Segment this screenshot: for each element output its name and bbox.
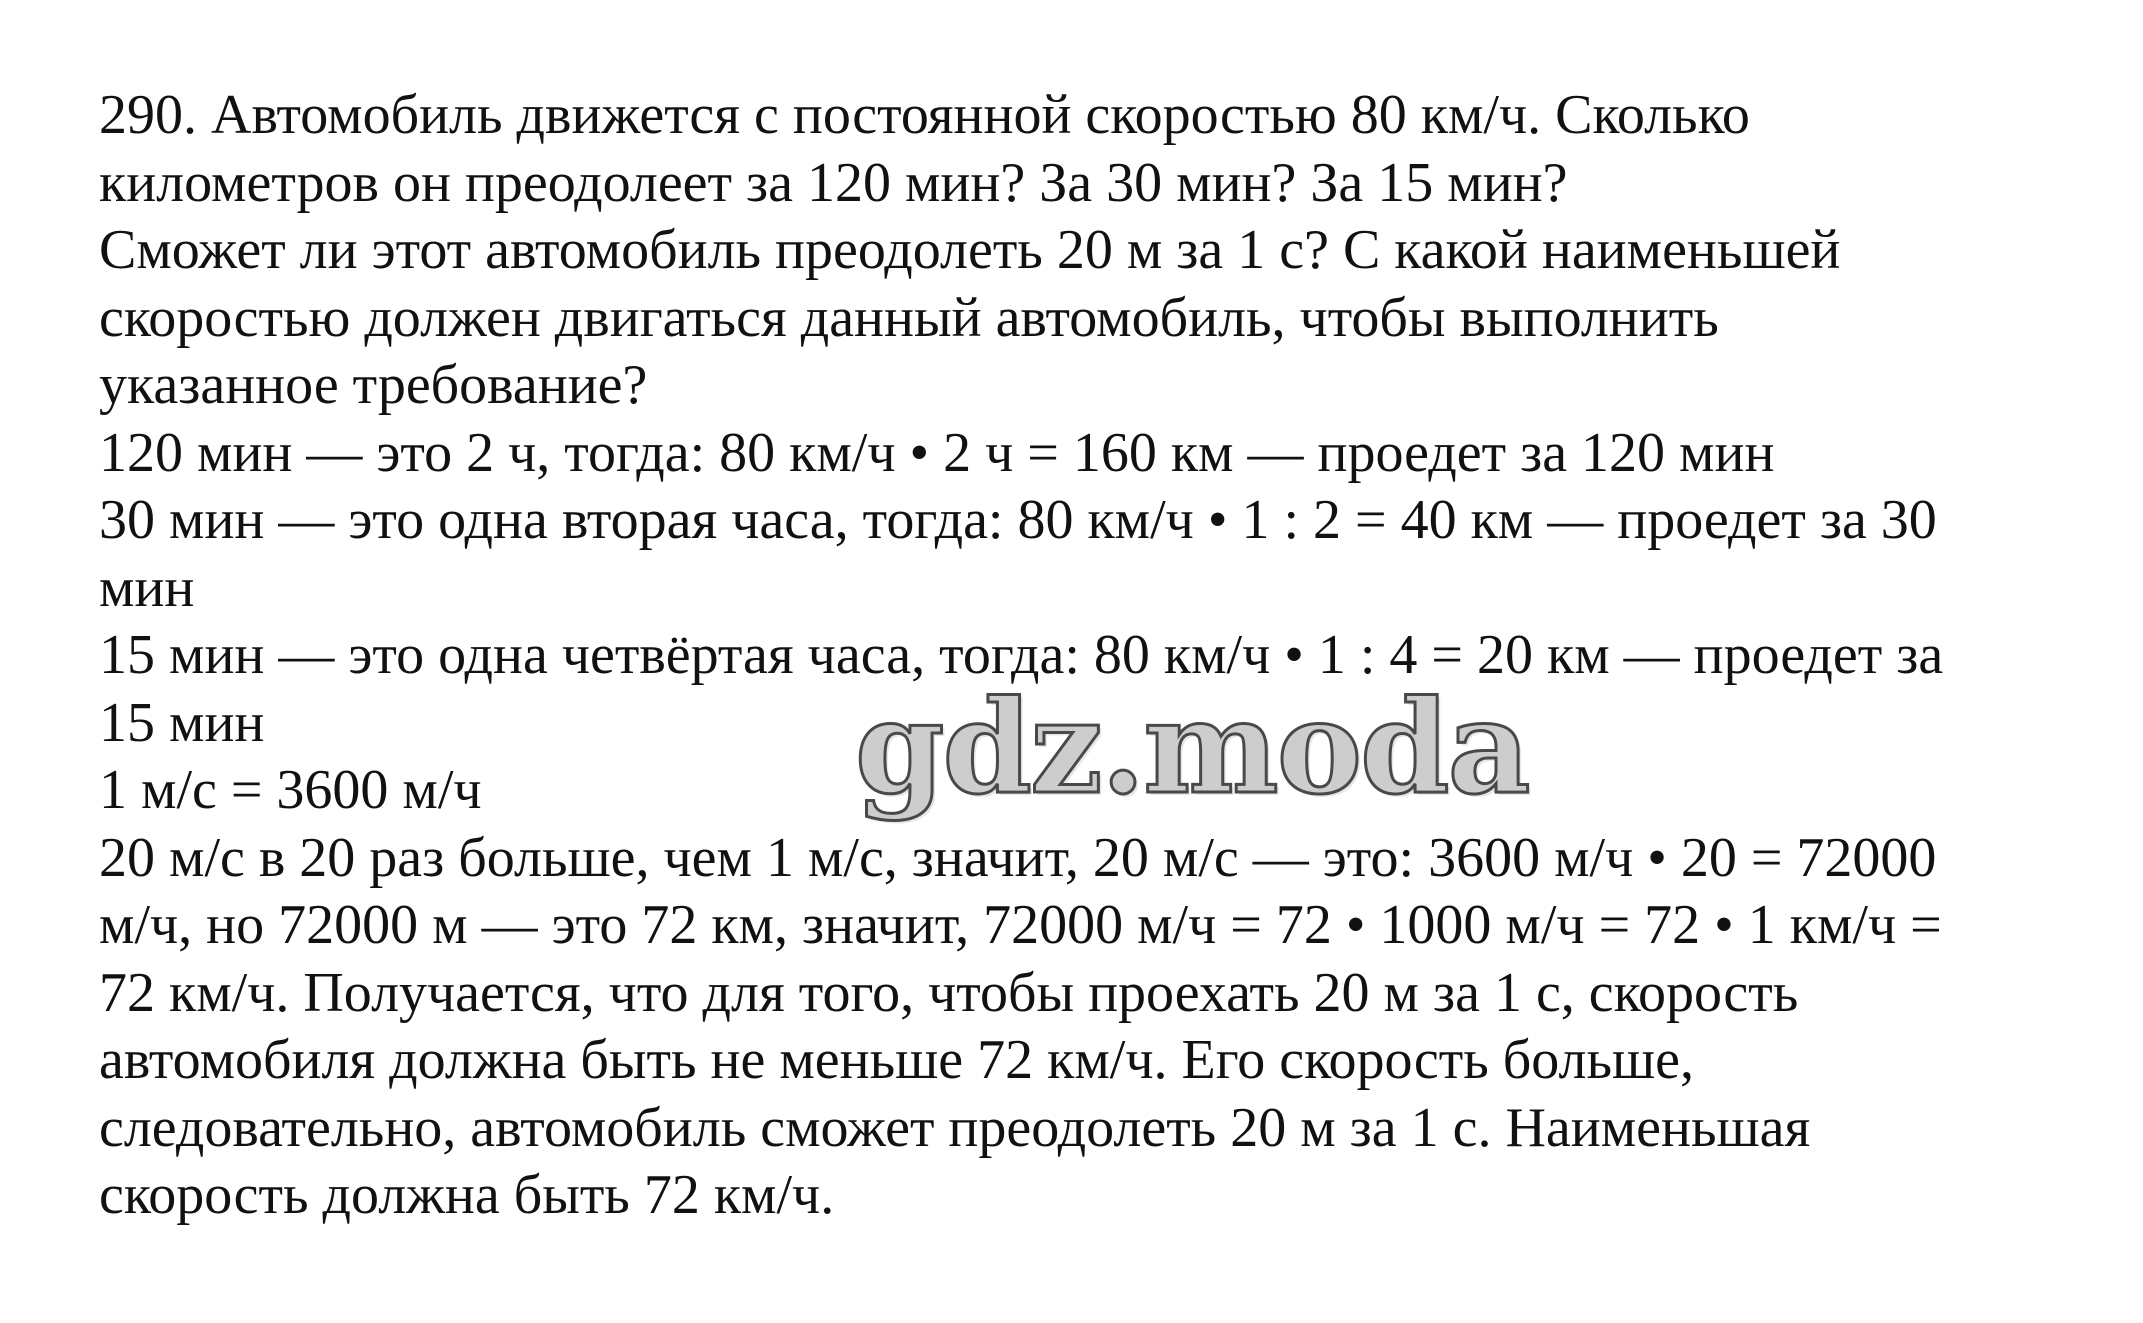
solution-text — [99, 82, 2099, 1230]
problem-line-2: километров он преодолеет за 120 мин? За 30 мин? За 15 мин? — [99, 151, 1568, 214]
problem-line-3: Сможет ли этот автомобиль преодолеть 20 м за 1 с? С какой наименьшей — [99, 219, 1841, 281]
solution-line-2: 30 мин — это одна вторая часа, тогда: 80 км/ч • 1 : 2 = 40 км — проедет за 30 — [99, 489, 1937, 551]
solution-line-5: 15 мин — [99, 691, 265, 754]
solution-line-6: 1 м/с = 3600 м/ч — [99, 759, 482, 821]
solution-line-9: 72 км/ч. Получается, что для того, чтобы проехать 20 м за 1 с, скорость — [99, 961, 1799, 1024]
problem-line-1: 290. Автомобиль движется с постоянной скоростью 80 км/ч. Сколько — [99, 84, 1750, 146]
solution-line-8: м/ч, но 72000 м — это 72 км, значит, 72000 м/ч = 72 • 1000 м/ч = 72 • 1 км/ч = — [99, 894, 1942, 956]
problem-line-5: указанное требование? — [99, 354, 648, 416]
solution-line-10: автомобиля должна быть не меньше 72 км/ч. Его скорость больше, — [99, 1029, 1694, 1091]
solution-line-4: 15 мин — это одна четвёртая часа, тогда: 80 км/ч • 1 : 4 = 20 км — проедет за — [99, 624, 1944, 686]
solution-line-3: мин — [99, 556, 195, 619]
solution-line-7: 20 м/с в 20 раз больше, чем 1 м/с, значит, 20 м/с — это: 3600 м/ч • 20 = 72000 — [99, 826, 1937, 889]
problem-line-4: скоростью должен двигаться данный автомобиль, чтобы выполнить — [99, 286, 1719, 349]
solution-line-12: скорость должна быть 72 км/ч. — [99, 1164, 835, 1226]
solution-line-11: следовательно, автомобиль сможет преодолеть 20 м за 1 с. Наименьшая — [99, 1096, 1811, 1159]
solution-line-1: 120 мин — это 2 ч, тогда: 80 км/ч • 2 ч = 160 км — проедет за 120 мин — [99, 421, 1775, 484]
watermark-logo: gdz.moda — [855, 673, 1529, 823]
